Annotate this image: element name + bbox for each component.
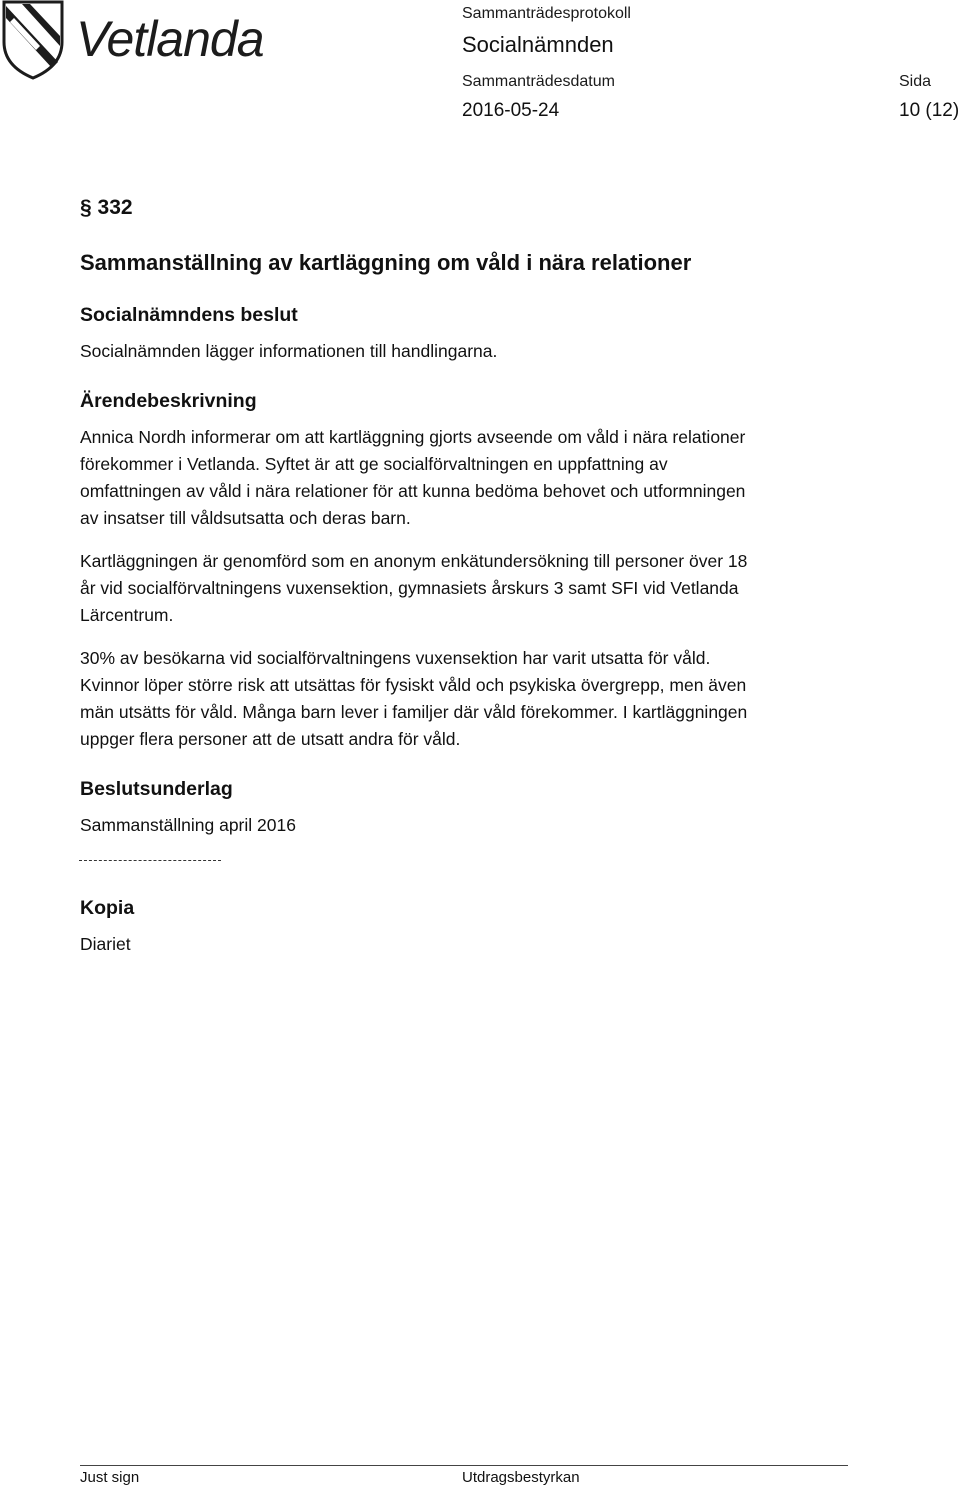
page-label: Sida bbox=[899, 73, 932, 90]
text-line: uppger flera personer att de utsatt andra för våld. bbox=[80, 729, 461, 749]
text-line: år vid socialförvaltningens vuxensektion, gymnasiets årskurs 3 samt SFI vid Vetlanda bbox=[80, 578, 739, 598]
text-line: Kartläggningen är genomförd som en anonym enkätundersökning till personer över 18 bbox=[80, 551, 748, 571]
section-title: Sammanställning av kartläggning om våld i nära relationer bbox=[80, 250, 692, 275]
text-line: Annica Nordh informerar om att kartläggning gjorts avseende om våld i nära relationer bbox=[80, 427, 746, 447]
copy-text: Diariet bbox=[80, 934, 131, 954]
logo-wordmark: Vetlanda bbox=[76, 11, 264, 67]
text-line: 30% av besökarna vid socialförvaltningens vuxensektion har varit utsatta för våld. bbox=[80, 648, 711, 668]
text-line: omfattningen av våld i nära relationer för att kunna bedöma behovet och utformningen bbox=[80, 481, 746, 501]
description-heading: Ärendebeskrivning bbox=[80, 390, 257, 412]
paragraph-number-value: 332 bbox=[97, 196, 133, 219]
description-paragraph-2 bbox=[80, 548, 747, 629]
extract-label: Utdragsbestyrkan bbox=[462, 1469, 580, 1486]
text-line: förekommer i Vetlanda. Syftet är att ge socialförvaltningen en uppfattning av bbox=[80, 454, 668, 474]
decision-heading: Socialnämndens beslut bbox=[80, 304, 298, 326]
paragraph-symbol: § bbox=[80, 196, 92, 219]
sign-label: Just sign bbox=[80, 1469, 140, 1486]
page-number: 10 (12) bbox=[899, 100, 960, 121]
paragraph-number bbox=[80, 196, 133, 220]
committee-name: Socialnämnden bbox=[462, 32, 614, 57]
basis-heading: Beslutsunderlag bbox=[80, 778, 233, 800]
decision-text: Socialnämnden lägger informationen till handlingarna. bbox=[80, 341, 498, 361]
coat-of-arms-icon bbox=[4, 2, 62, 78]
description-paragraph-1 bbox=[80, 424, 745, 532]
text-line: av insatser till våldsutsatta och deras barn. bbox=[80, 508, 411, 528]
date-label: Sammanträdesdatum bbox=[462, 73, 615, 90]
text-line: Lärcentrum. bbox=[80, 605, 174, 625]
description-paragraph-3 bbox=[80, 645, 747, 753]
basis-text: Sammanställning april 2016 bbox=[80, 815, 296, 835]
protocol-label: Sammanträdesprotokoll bbox=[462, 5, 631, 22]
text-line: Kvinnor löper större risk att utsättas för fysiskt våld och psykiska övergrepp, men även bbox=[80, 675, 747, 695]
vetlanda-logo bbox=[0, 0, 290, 80]
copy-heading: Kopia bbox=[80, 897, 135, 919]
text-line: män utsätts för våld. Många barn lever i familjer där våld förekommer. I kartläggningen bbox=[80, 702, 748, 722]
footer-rule bbox=[80, 1465, 848, 1466]
meeting-date: 2016-05-24 bbox=[462, 100, 560, 121]
dashed-separator bbox=[79, 860, 221, 861]
